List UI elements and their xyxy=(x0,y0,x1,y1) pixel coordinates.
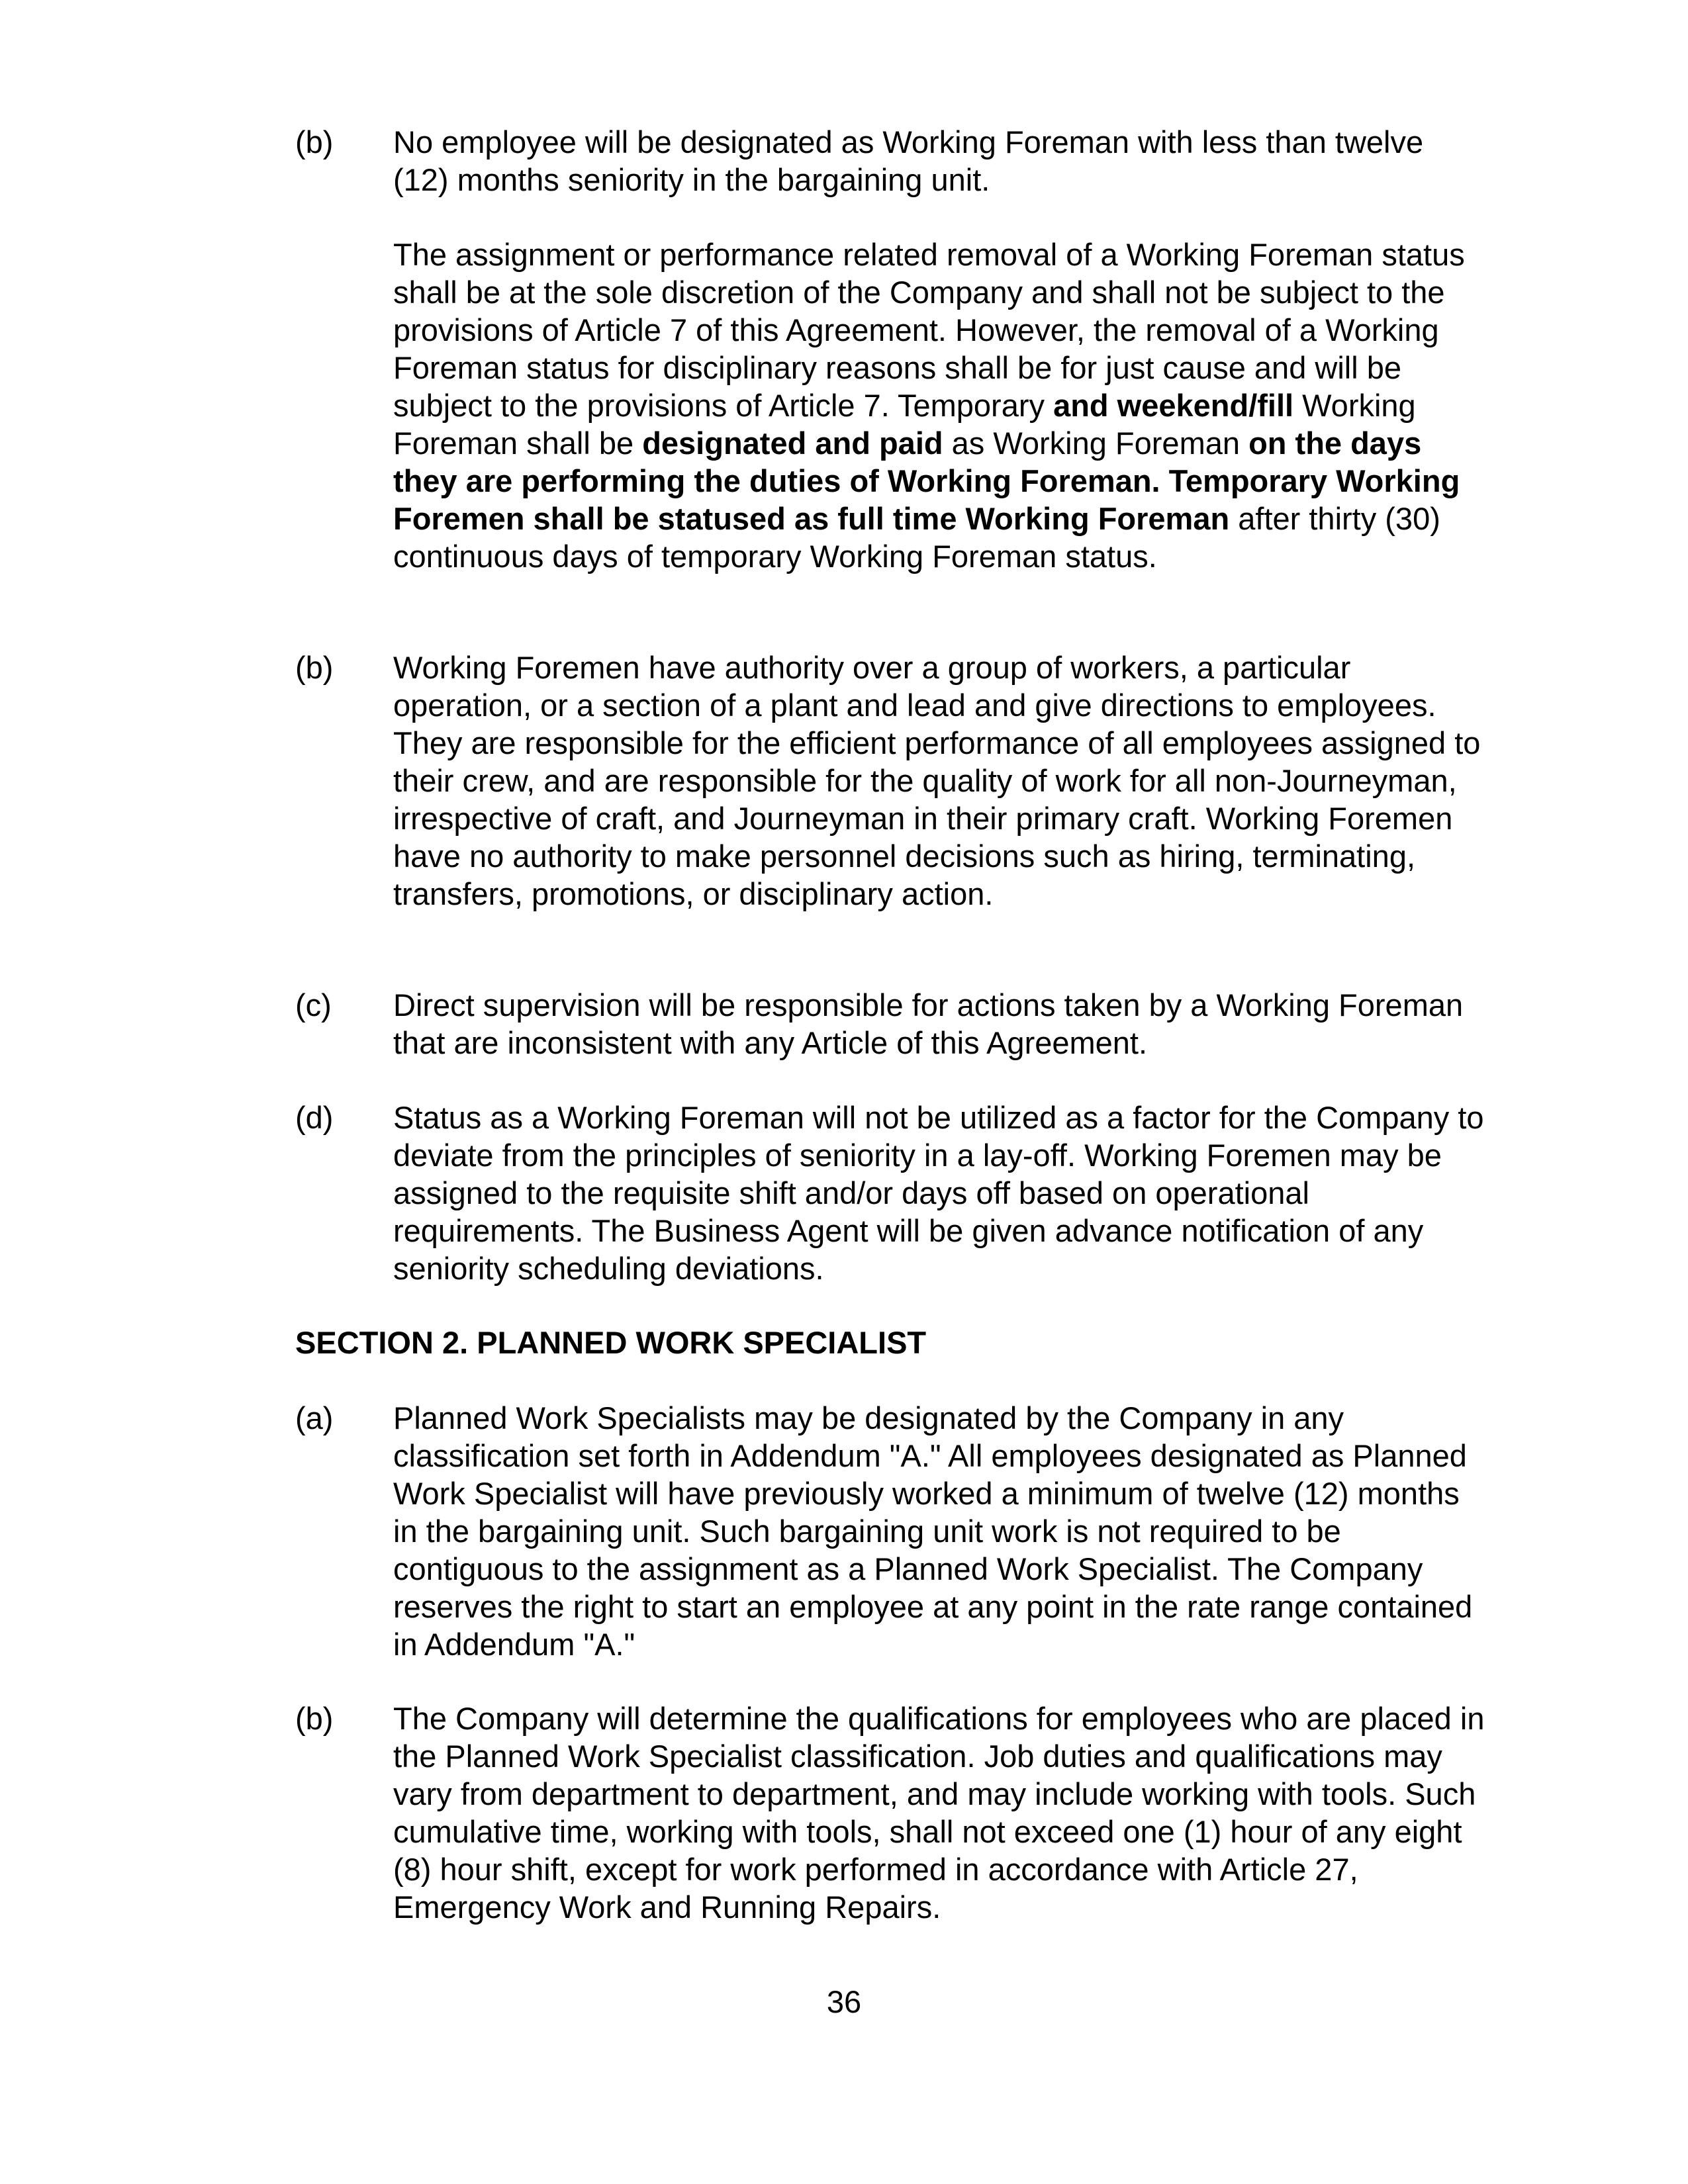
bold-text-run: on the days they are performing the duties of Working Foreman. Temporary Working Foremen shall be statused as full time Working Foreman xyxy=(393,426,1460,536)
list-marker: (d) xyxy=(295,1100,334,1135)
section-heading: SECTION 2. PLANNED WORK SPECIALIST xyxy=(295,1325,927,1360)
text-run: after thirty (30) continuous days of temporary Working Foreman status. xyxy=(393,501,1440,574)
list-marker: (a) xyxy=(295,1400,334,1435)
paragraph-text: No employee will be designated as Working Foreman with less than twelve (12) months seniority in the bargaining unit. xyxy=(393,124,1424,197)
list-marker: (c) xyxy=(295,987,332,1023)
text-run: as Working Foreman xyxy=(943,426,1249,461)
paragraph-text: Direct supervision will be responsible for actions taken by a Working Foreman that are inconsistent with any Article of this Agreement. xyxy=(393,987,1464,1060)
bold-text-run: and weekend/fill xyxy=(1053,388,1294,423)
paragraph-text: Status as a Working Foreman will not be utilized as a factor for the Company to deviate from the principles of seniority in a lay-off. Working Foremen may be assigned to the requisite shift and/or days off based on operational requirements. The Business Agent will be given advance notification of any seniority scheduling deviations. xyxy=(393,1100,1484,1286)
text-run: The assignment or performance related removal of a Working Foreman status shall be at the sole discretion of the Company and shall not be subject to the provisions of Article 7 of this Agreement. However, the removal of a Working Foreman status for disciplinary reasons shall be for just cause and will be subject to the provisions of Article 7. Temporary xyxy=(393,237,1465,423)
page-number: 36 xyxy=(826,1984,862,2019)
paragraph-text: Working Foremen have authority over a group of workers, a particular operation, or a section of a plant and lead and give directions to employees. They are responsible for the efficient performance of all employees assigned to their crew, and are responsible for the quality of work for all non-Journeyman, irrespective of craft, and Journeyman in their primary craft. Working Foremen have no authority to make personnel decisions such as hiring, terminating, transfers, promotions, or disciplinary action. xyxy=(393,650,1481,911)
list-marker: (b) xyxy=(295,650,334,685)
list-marker: (b) xyxy=(295,1701,334,1736)
paragraph-text xyxy=(393,236,1485,575)
list-marker: (b) xyxy=(295,124,334,159)
paragraph-text: The Company will determine the qualifications for employees who are placed in the Planned Work Specialist classification. Job duties and qualifications may vary from department to department, and may include working with tools. Such cumulative time, working with tools, shall not exceed one (1) hour of any eight (8) hour shift, except for work performed in accordance with Article 27, Emergency Work and Running Repairs. xyxy=(393,1701,1485,1925)
bold-text-run: designated and paid xyxy=(642,426,943,461)
text-run: Working Foreman shall be xyxy=(393,388,1416,461)
paragraph-text: Planned Work Specialists may be designated by the Company in any classification set forth in Addendum "A." All employees designated as Planned Work Specialist will have previously worked a minimum of twelve (12) months in the bargaining unit. Such bargaining unit work is not required to be contiguous to the assignment as a Planned Work Specialist. The Company reserves the right to start an employee at any point in the rate range contained in Addendum "A." xyxy=(393,1400,1473,1662)
